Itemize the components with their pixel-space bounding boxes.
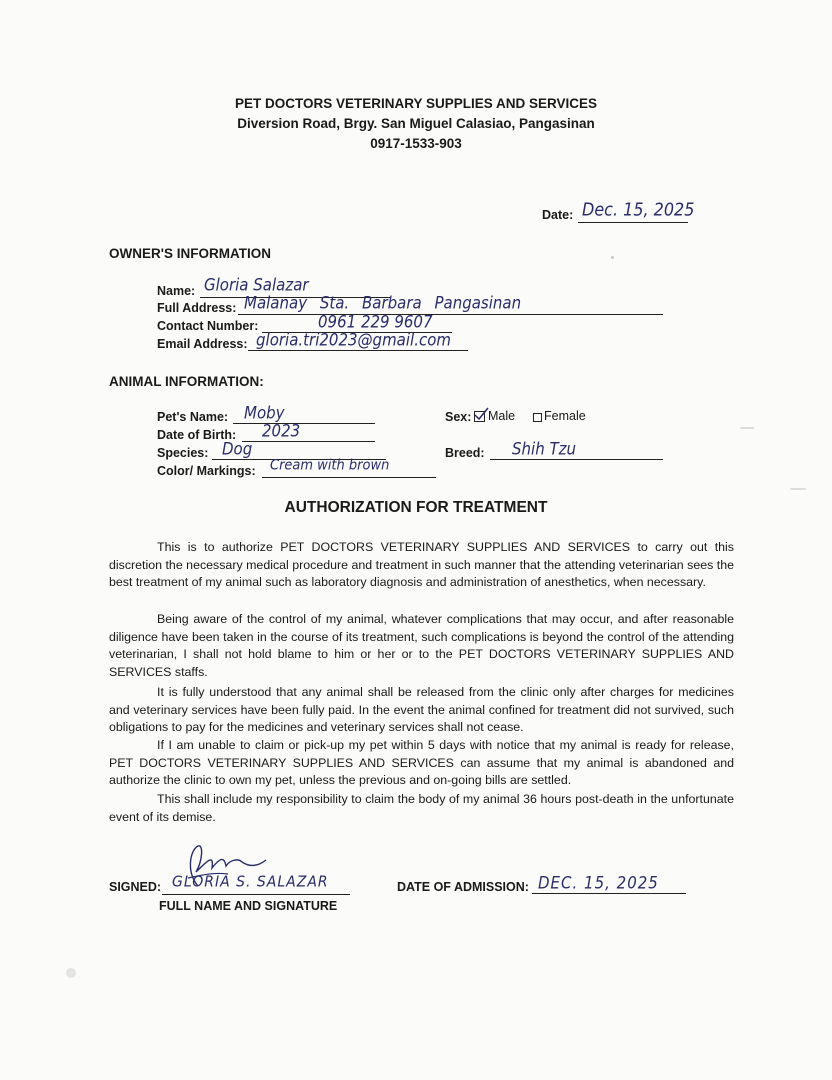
owner-contact-value: 0961 229 9607 [318, 312, 433, 332]
clinic-name: PET DOCTORS VETERINARY SUPPLIES AND SERVICES [234, 96, 598, 111]
admission-label: DATE OF ADMISSION: [397, 880, 529, 894]
sex-label: Sex: [445, 410, 472, 424]
authorization-paragraph-2: Being aware of the control of my animal, whatever complications that may occur, and after reasonable diligence have been taken in the course of its treatment, such complications is beyond the control of the attending veterinarian, I shall not hold blame to him or her or to the PET DOCTORS VETERINARY SUPPLIES AND SERVICES staffs. [109, 612, 734, 680]
authorization-paragraph-3: It is fully understood that any animal shall be released from the clinic only after charges for medicines and veterinary services have been fully paid. In the event the animal confined for treatment did not survived, such obligations to pay for the medicines and veterinary services shall not cease. [109, 685, 734, 735]
authorization-paragraph-1: This is to authorize PET DOCTORS VETERINARY SUPPLIES AND SERVICES to carry out this discretion the necessary medical procedure and treatment in such manner that the attending veterinarian sees the best treatment of my animal such as laboratory diagnosis and administration of anesthetics, when necessary. [109, 540, 734, 590]
pet-name-value: Moby [244, 403, 285, 423]
dob-label: Date of Birth: [157, 428, 237, 442]
male-checkbox[interactable] [474, 411, 485, 422]
date-line [578, 222, 688, 223]
pet-name-line [233, 423, 375, 424]
signed-label: SIGNED: [109, 880, 162, 894]
dob-value: 2023 [262, 421, 301, 441]
breed-value: Shih Tzu [512, 439, 577, 459]
owner-email-line [248, 350, 468, 351]
date-value: Dec. 15, 2025 [582, 199, 695, 220]
breed-line [490, 459, 663, 460]
color-line [262, 477, 436, 478]
owner-address-line [238, 314, 663, 315]
signature-line [162, 894, 350, 895]
color-label: Color/ Markings: [157, 464, 256, 478]
species-label: Species: [157, 446, 209, 460]
dob-line [242, 441, 375, 442]
owner-section-title: OWNER'S INFORMATION [109, 246, 271, 261]
signed-name: GLORIA S. SALAZAR [172, 873, 329, 891]
authorization-paragraph-5: This shall include my responsibility to claim the body of my animal 36 hours post-death in the unfortunate event of its demise. [109, 792, 734, 824]
authorization-paragraph-4: If I am unable to claim or pick-up my pet within 5 days with notice that my animal is ready for release, PET DOCTORS VETERINARY SUPPLIES AND SERVICES can assume that my animal is abandoned and authorize the clinic to own my pet, unless the previous and on-going bills are settled. [109, 738, 734, 788]
authorization-title: AUTHORIZATION FOR TREATMENT [284, 499, 548, 516]
clinic-phone: 0917-1533-903 [370, 136, 462, 151]
color-value: Cream with brown [270, 457, 390, 474]
owner-email-label: Email Address: [157, 337, 248, 351]
pet-name-label: Pet's Name: [157, 410, 229, 424]
male-label: Male [488, 409, 516, 423]
owner-address-value: Malanay Sta. Barbara Pangasinan [244, 293, 522, 313]
breed-label: Breed: [445, 446, 485, 460]
owner-address-label: Full Address: [157, 301, 237, 315]
scan-speck [66, 968, 76, 978]
female-checkbox[interactable] [533, 413, 542, 422]
signature-caption: FULL NAME AND SIGNATURE [159, 899, 338, 913]
scan-speck [790, 488, 806, 490]
admission-line [532, 893, 686, 894]
owner-name-value: Gloria Salazar [204, 275, 309, 295]
scan-speck [611, 256, 614, 259]
owner-contact-label: Contact Number: [157, 319, 259, 333]
animal-section-title: ANIMAL INFORMATION: [109, 374, 264, 389]
admission-value: DEC. 15, 2025 [538, 873, 659, 893]
date-label: Date: [542, 208, 574, 222]
clinic-address: Diversion Road, Brgy. San Miguel Calasiao, Pangasinan [237, 116, 595, 131]
owner-email-value: gloria.tri2023@gmail.com [256, 330, 452, 350]
owner-name-label: Name: [157, 284, 196, 298]
scan-speck [740, 427, 754, 429]
female-label: Female [544, 409, 586, 423]
species-value: Dog [222, 439, 253, 459]
